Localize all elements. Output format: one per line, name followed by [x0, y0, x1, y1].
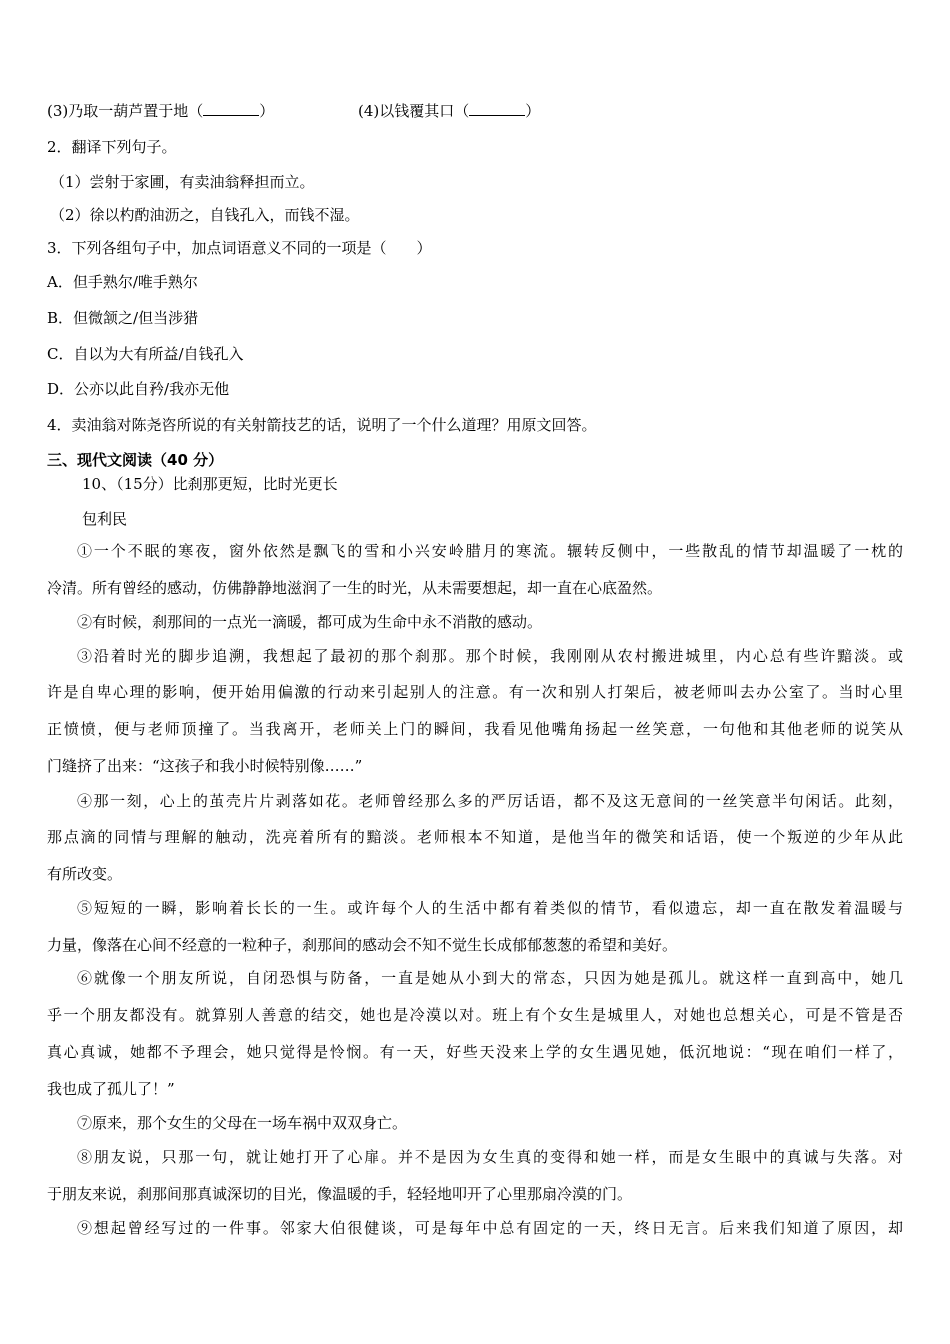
passage-line: 真心真诚，她都不予理会，她只觉得是怜悯。有一天，好些天没来上学的女生遇见她，低沉地说：“现在咱们一样了， — [47, 1043, 903, 1061]
passage-line: 冷清。所有曾经的感动，仿佛静静地滋润了一生的时光，从未需要想起，却一直在心底盈然。 — [47, 579, 663, 597]
q1-item-4-text: (4)以钱覆其口（ — [358, 102, 470, 120]
q4-title: 4．卖油翁对陈尧咨所说的有关射箭技艺的话，说明了一个什么道理？用原文回答。 — [47, 416, 597, 434]
q1-item-4-end: ） — [525, 102, 541, 120]
q2-sentence-1: （1）尝射于家圃，有卖油翁释担而立。 — [50, 173, 315, 191]
q1-item-3-blank[interactable] — [203, 101, 259, 116]
passage-author: 包利民 — [82, 510, 128, 528]
passage-line: 我也成了孤儿了！” — [47, 1080, 175, 1098]
q1-item-3-text: (3)乃取一葫芦置于地（ — [47, 102, 204, 120]
q3-option-a: A．但手熟尔/唯手熟尔 — [47, 273, 198, 291]
passage-line: 力量，像落在心间不经意的一粒种子，刹那间的感动会不知不觉生长成郁郁葱葱的希望和美好。 — [47, 936, 678, 954]
passage-line: ②有时候，刹那间的一点光一滴暖，都可成为生命中永不消散的感动。 — [77, 613, 543, 631]
passage-line: ⑥就像一个朋友所说，自闭恐惧与防备，一直是她从小到大的常态，只因为她是孤儿。就这样一直到高中，她几 — [77, 969, 903, 987]
passage-line: ④那一刻，心上的茧壳片片剥落如花。老师曾经那么多的严厉话语，都不及这无意间的一丝笑意半句闲话。此刻， — [77, 792, 903, 810]
q1-item-4 — [358, 101, 540, 121]
q3-title: 3．下列各组句子中，加点词语意义不同的一项是（ ） — [47, 239, 432, 257]
passage-line: 有所改变。 — [47, 865, 123, 883]
passage-line: ③沿着时光的脚步追溯，我想起了最初的那个刹那。那个时候，我刚刚从农村搬进城里，内心总有些许黯淡。或 — [77, 647, 903, 665]
passage-line: ⑧朋友说，只那一句，就让她打开了心扉。并不是因为女生真的变得和她一样，而是女生眼中的真诚与失落。对 — [77, 1148, 903, 1166]
q1-item-3-end: ） — [259, 102, 275, 120]
q2-title: 2．翻译下列句子。 — [47, 138, 177, 156]
passage-line: ⑦原来，那个女生的父母在一场车祸中双双身亡。 — [77, 1114, 408, 1132]
section-3-heading: 三、现代文阅读（40 分） — [47, 451, 224, 469]
q2-sentence-2: （2）徐以杓酌油沥之，自钱孔入，而钱不湿。 — [50, 206, 360, 224]
passage-line: 许是自卑心理的影响，便开始用偏激的行动来引起别人的注意。有一次和别人打架后，被老师叫去办公室了。当时心里 — [47, 683, 903, 701]
q1-item-3 — [47, 101, 274, 121]
passage-line: ①一个不眠的寒夜，窗外依然是飘飞的雪和小兴安岭腊月的寒流。辗转反侧中，一些散乱的情节却温暖了一枕的 — [77, 542, 903, 560]
passage-line: 于朋友来说，刹那间那真诚深切的目光，像温暖的手，轻轻地叩开了心里那扇冷漠的门。 — [47, 1185, 633, 1203]
passage-line: 那点滴的同情与理解的触动，洗亮着所有的黯淡。老师根本不知道，是他当年的微笑和话语，使一个叛逆的少年从此 — [47, 828, 903, 846]
passage-line: ⑤短短的一瞬，影响着长长的一生。或许每个人的生活中都有着类似的情节，看似遗忘，却一直在散发着温暖与 — [77, 899, 903, 917]
passage-line: 门缝挤了出来：“这孩子和我小时候特别像……” — [47, 757, 363, 775]
q3-option-c: C．自以为大有所益/自钱孔入 — [47, 345, 244, 363]
q1-item-4-blank[interactable] — [469, 101, 525, 116]
q3-option-d: D．公亦以此自矜/我亦无他 — [47, 380, 230, 398]
q3-option-b: B．但微颔之/但当涉猎 — [47, 309, 199, 327]
passage-line: ⑨想起曾经写过的一件事。邻家大伯很健谈，可是每年中总有固定的一天，终日无言。后来我们知道了原因，却 — [77, 1219, 903, 1237]
q10-title: 10、（15分）比刹那更短，比时光更长 — [82, 475, 338, 493]
passage-line: 乎一个朋友都没有。就算别人善意的结交，她也是冷漠以对。班上有个女生是城里人，对她也总想关心，可是不管是否 — [47, 1006, 903, 1024]
passage-line: 正愤愤，便与老师顶撞了。当我离开，老师关上门的瞬间，我看见他嘴角扬起一丝笑意，一句他和其他老师的说笑从 — [47, 720, 903, 738]
